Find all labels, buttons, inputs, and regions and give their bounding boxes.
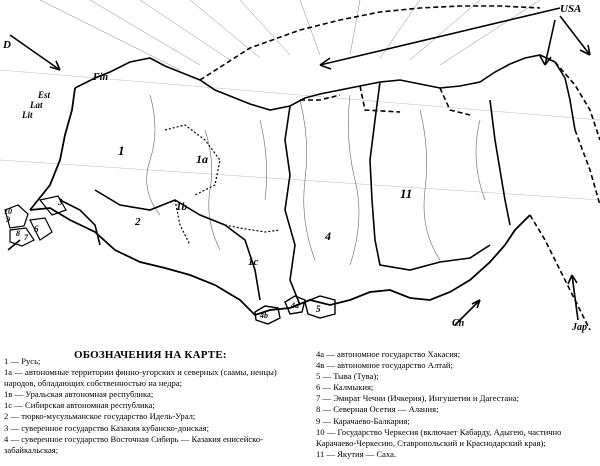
legend-item: 9 — Карачаево-Балкария; xyxy=(316,415,410,426)
label-jap: Jap xyxy=(572,322,587,333)
region-label-4b: 4b xyxy=(260,311,268,320)
region-label-5: 5 xyxy=(316,304,321,314)
legend-item: 8 — Северная Осетия — Алания; xyxy=(316,404,439,415)
region-label-10: 10 xyxy=(4,207,12,216)
legend-item: 1а — автономные территории финно-угорских и северных (саамы, ненцы) xyxy=(4,367,277,378)
region-label-1b: 1b xyxy=(176,201,187,213)
legend-item: Карачаево-Черкесию, Ставропольский и Краснодарский края); xyxy=(316,437,546,448)
legend-item: забайкальская; xyxy=(4,444,59,455)
label-fin: Fin xyxy=(93,72,109,83)
legend-item: 2 — тюрко-мусульманское государство Идель-Урал; xyxy=(4,411,196,422)
map-legend xyxy=(0,345,600,466)
legend-item: 6 — Калмыкия; xyxy=(316,382,374,393)
region-label-1: 1 xyxy=(118,143,125,158)
region-label-3: 3 xyxy=(58,197,63,207)
legend-column-right xyxy=(316,349,598,460)
legend-item: 3 — суверенное государство Казакия кубанско-донская; xyxy=(4,422,209,433)
legend-item: народов, обладающих собственностью на недра; xyxy=(4,378,182,389)
region-label-1a: 1a xyxy=(196,152,208,166)
region-label-4a: 4a xyxy=(291,301,299,310)
legend-item: 11 — Якутия — Саха. xyxy=(316,448,397,459)
legend-item: 4 — суверенное государство Восточная Сибирь — Казакия енисейско- xyxy=(4,433,264,444)
legend-column-left xyxy=(4,356,304,456)
legend-item: 4в — автономное государство Алтай; xyxy=(316,360,453,371)
region-label-1c: 1c xyxy=(248,256,259,268)
region-label-7: 7 xyxy=(24,233,28,242)
region-label-2: 2 xyxy=(135,216,141,228)
legend-item: 1в — Уральская автономная республика; xyxy=(4,389,154,400)
label-ch: Ch xyxy=(452,318,465,329)
legend-title: ОБОЗНАЧЕНИЯ НА КАРТЕ: xyxy=(74,349,227,361)
label-d: D xyxy=(3,39,11,51)
label-est: Est xyxy=(38,90,51,100)
legend-item: 5 — Тыва (Тува); xyxy=(316,371,379,382)
legend-item: 1с — Сибирская автономная республика; xyxy=(4,400,155,411)
label-usa: USA xyxy=(560,3,582,15)
region-label-11: 11 xyxy=(400,186,413,201)
region-label-9: 9 xyxy=(6,215,10,224)
legend-item: 1 — Русь; xyxy=(4,356,41,366)
region-label-8: 8 xyxy=(16,229,20,238)
region-label-6: 6 xyxy=(34,224,39,234)
region-label-4: 4 xyxy=(325,229,331,243)
label-lat: Lat xyxy=(30,100,43,110)
legend-item: 4а — автономное государство Хакасия; xyxy=(316,349,461,359)
legend-item: 10 — Государство Черкесия (включает Кабарду, Адыгею, частично xyxy=(316,426,562,437)
label-lit: Lit xyxy=(22,110,33,120)
legend-item: 7 — Эмират Чечни (Ичкерия), Ингушетии и Дагестана; xyxy=(316,393,520,404)
